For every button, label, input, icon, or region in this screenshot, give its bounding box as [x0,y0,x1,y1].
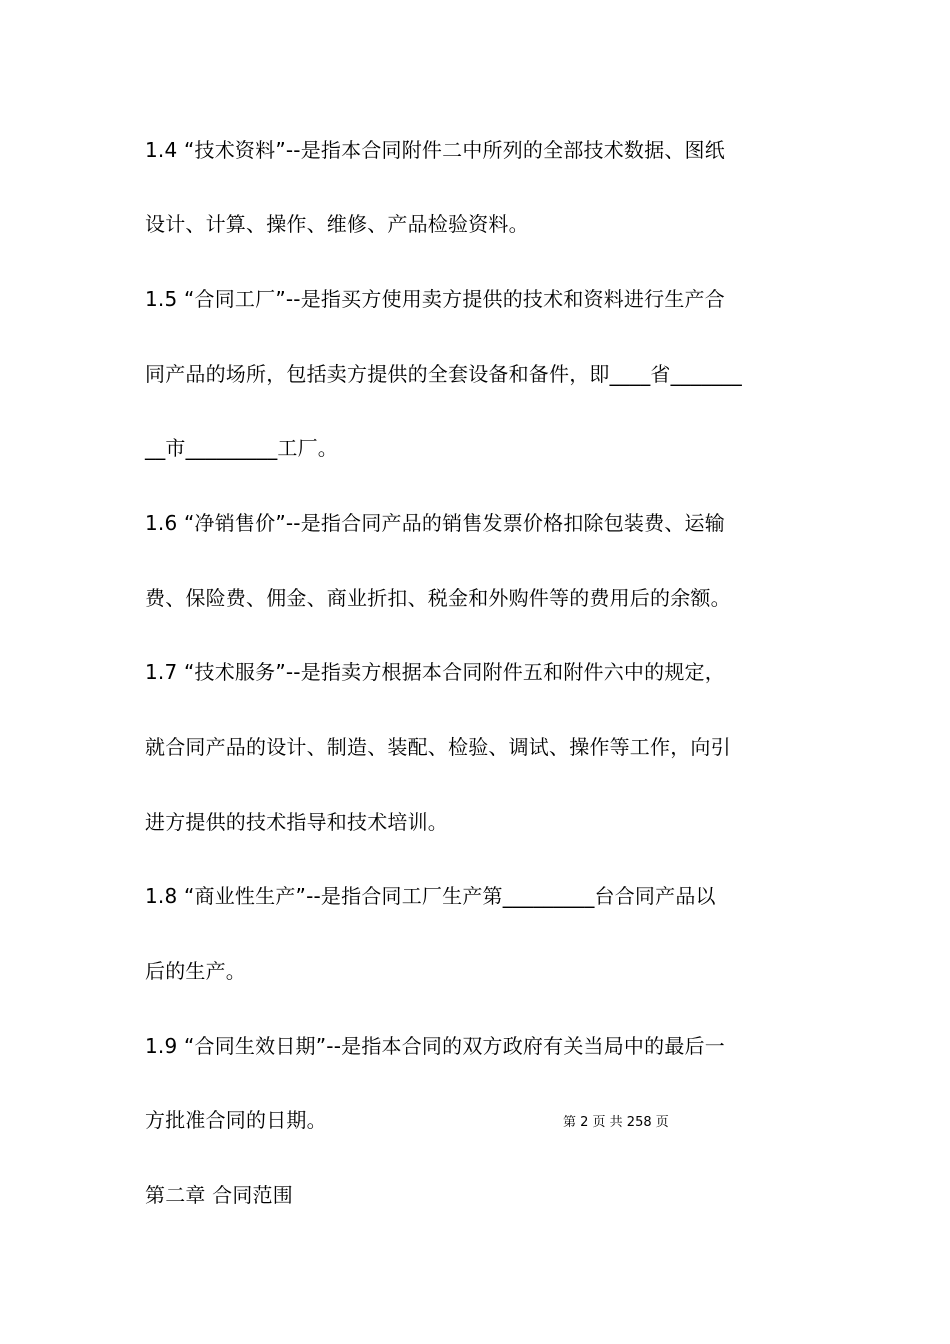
text-line-1-5-b: 同产品的场所，包括卖方提供的全套设备和备件，即____省_______ [145,362,742,386]
text-line-1-4-a: 1.4 “技术资料”--是指本合同附件二中所列的全部技术数据、图纸 [145,138,725,162]
text-line-1-8-a: 1.8 “商业性生产”--是指合同工厂生产第_________台合同产品以 [145,884,716,908]
text-line-1-6-b: 费、保险费、佣金、商业折扣、税金和外购件等的费用后的余额。 [145,586,731,610]
text-line-1-8-b: 后的生产。 [145,959,246,983]
text-line-1-7-c: 进方提供的技术指导和技术培训。 [145,810,448,834]
text-line-1-6-a: 1.6 “净销售价”--是指合同产品的销售发票价格扣除包装费、运输 [145,511,725,535]
text-line-1-7-a: 1.7 “技术服务”--是指卖方根据本合同附件五和附件六中的规定， [145,660,725,684]
chapter-heading: 第二章 合同范围 [145,1183,293,1207]
text-line-1-9-a: 1.9 “合同生效日期”--是指本合同的双方政府有关当局中的最后一 [145,1034,725,1058]
text-line-1-9-b: 方批准合同的日期。 [145,1108,327,1132]
text-line-1-4-b: 设计、计算、操作、维修、产品检验资料。 [145,212,529,236]
page-number-footer: 第 2 页 共 258 页 [563,1115,669,1130]
text-line-1-5-a: 1.5 “合同工厂”--是指买方使用卖方提供的技术和资料进行生产合 [145,287,725,311]
text-line-1-5-c: __市_________工厂。 [145,436,338,460]
text-line-1-7-b: 就合同产品的设计、制造、装配、检验、调试、操作等工作，向引 [145,735,731,759]
